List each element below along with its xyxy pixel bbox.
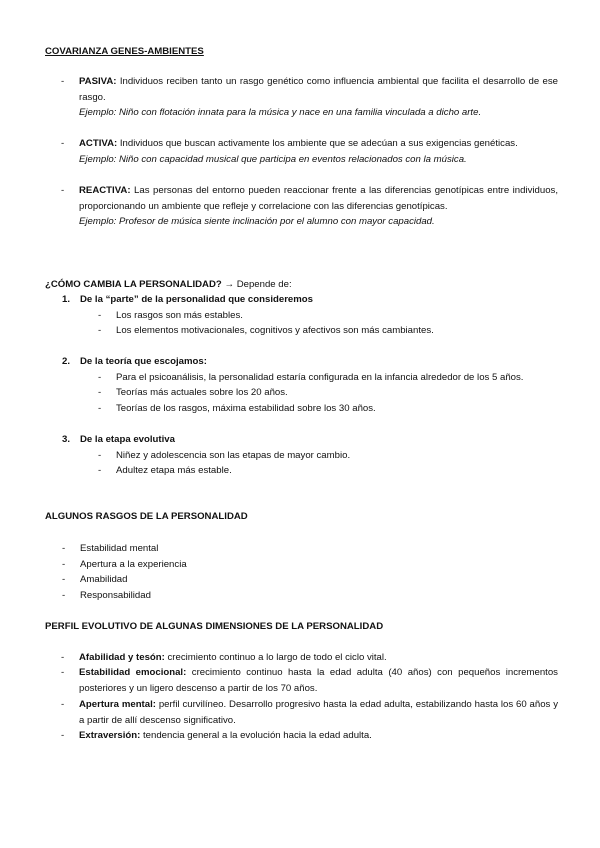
item-label: De la “parte” de la personalidad que consideremos	[80, 294, 313, 305]
item-text: Individuos que buscan activamente los ambiente que se adecúan a sus exigencias genéticas.	[119, 138, 518, 149]
item-key: ACTIVA:	[79, 138, 118, 149]
item-label: De la etapa evolutiva	[80, 434, 175, 445]
bullet-dash: -	[98, 325, 102, 336]
sub-item-text: Los elementos motivacionales, cognitivos y afectivos son más cambiantes.	[116, 325, 434, 336]
list-item-text: Apertura a la experiencia	[80, 559, 187, 570]
list-item-text: Responsabilidad	[80, 590, 151, 601]
item-number: 2.	[62, 356, 71, 367]
sub-item-text: Adultez etapa más estable.	[116, 465, 232, 476]
bullet-dash: -	[61, 76, 65, 87]
item-key: Apertura mental:	[79, 699, 156, 710]
item-label: De la teoría que escojamos:	[80, 356, 207, 367]
section-title-covarianza: COVARIANZA GENES-AMBIENTES	[45, 46, 204, 57]
bullet-dash: -	[98, 403, 102, 414]
section-title-perfil: PERFIL EVOLUTIVO DE ALGUNAS DIMENSIONES DE LA PERSONALIDAD	[45, 621, 384, 632]
bullet-dash: -	[98, 310, 102, 321]
cambio-question-line	[45, 277, 292, 293]
sub-item-text: Para el psicoanálisis, la personalidad estaría configurada en la infancia alrededor de los 5 años.	[116, 372, 524, 383]
bullet-dash: -	[98, 372, 102, 383]
item-number: 3.	[62, 434, 71, 445]
item-text: crecimiento continuo hasta la edad adulta (40 años) con pequeños incrementos posteriores y un ligero descenso a partir de los 70 años.	[79, 667, 558, 694]
bullet-dash: -	[61, 138, 65, 149]
sub-item-text: Teorías de los rasgos, máxima estabilidad sobre los 30 años.	[116, 403, 376, 414]
item-key: REACTIVA:	[79, 185, 131, 196]
list-item-text: Amabilidad	[80, 574, 128, 585]
item-text: perfil curvilíneo. Desarrollo progresivo hasta la edad adulta, estabilizando hasta los 60 años y a partir de allí descenso significativo.	[79, 699, 558, 726]
section-title-rasgos: ALGUNOS RASGOS DE LA PERSONALIDAD	[45, 511, 248, 522]
bullet-dash: -	[98, 465, 102, 476]
bullet-dash: -	[62, 543, 66, 554]
sub-item-text: Niñez y adolescencia son las etapas de mayor cambio.	[116, 450, 351, 461]
item-text: Individuos reciben tanto un rasgo genético como influencia ambiental que facilita el desarrollo de ese rasgo.	[79, 76, 558, 103]
item-text: tendencia general a la evolución hacia la edad adulta.	[143, 730, 372, 741]
item-number: 1.	[62, 294, 71, 305]
bullet-dash: -	[62, 590, 66, 601]
bullet-dash: -	[98, 387, 102, 398]
item-key: PASIVA:	[79, 76, 117, 87]
sub-item-text: Teorías más actuales sobre los 20 años.	[116, 387, 288, 398]
item-key: Estabilidad emocional:	[79, 667, 187, 678]
item-example: Ejemplo: Niño con flotación innata para la música y nace en una familia vinculada a dicho arte.	[79, 107, 482, 119]
item-example: Ejemplo: Niño con capacidad musical que participa en eventos relacionados con la música.	[79, 153, 467, 165]
bullet-dash: -	[61, 652, 65, 663]
item-example: Ejemplo: Profesor de música siente inclinación por el alumno con mayor capacidad.	[79, 216, 435, 228]
bullet-dash: -	[62, 574, 66, 585]
bullet-dash: -	[98, 450, 102, 461]
item-key: Extraversión:	[79, 730, 141, 741]
item-text: crecimiento continuo a lo largo de todo el ciclo vital.	[167, 652, 387, 663]
bullet-dash: -	[61, 667, 65, 678]
bullet-dash: -	[61, 185, 65, 196]
sub-item-text: Los rasgos son más estables.	[116, 310, 243, 321]
bullet-dash: -	[62, 559, 66, 570]
bullet-dash: -	[61, 699, 65, 710]
cambio-question: ¿CÓMO CAMBIA LA PERSONALIDAD?	[45, 279, 222, 290]
item-key: Afabilidad y tesón:	[79, 652, 165, 663]
bullet-dash: -	[61, 730, 65, 741]
cambio-arrow-text: → Depende de:	[224, 279, 292, 290]
list-item-text: Estabilidad mental	[80, 543, 159, 554]
item-text: Las personas del entorno pueden reaccionar frente a las diferencias genotípicas entre individuos, proporcionando un ambiente que refleje y correlacione con las diferencias genotípicas.	[79, 185, 558, 212]
